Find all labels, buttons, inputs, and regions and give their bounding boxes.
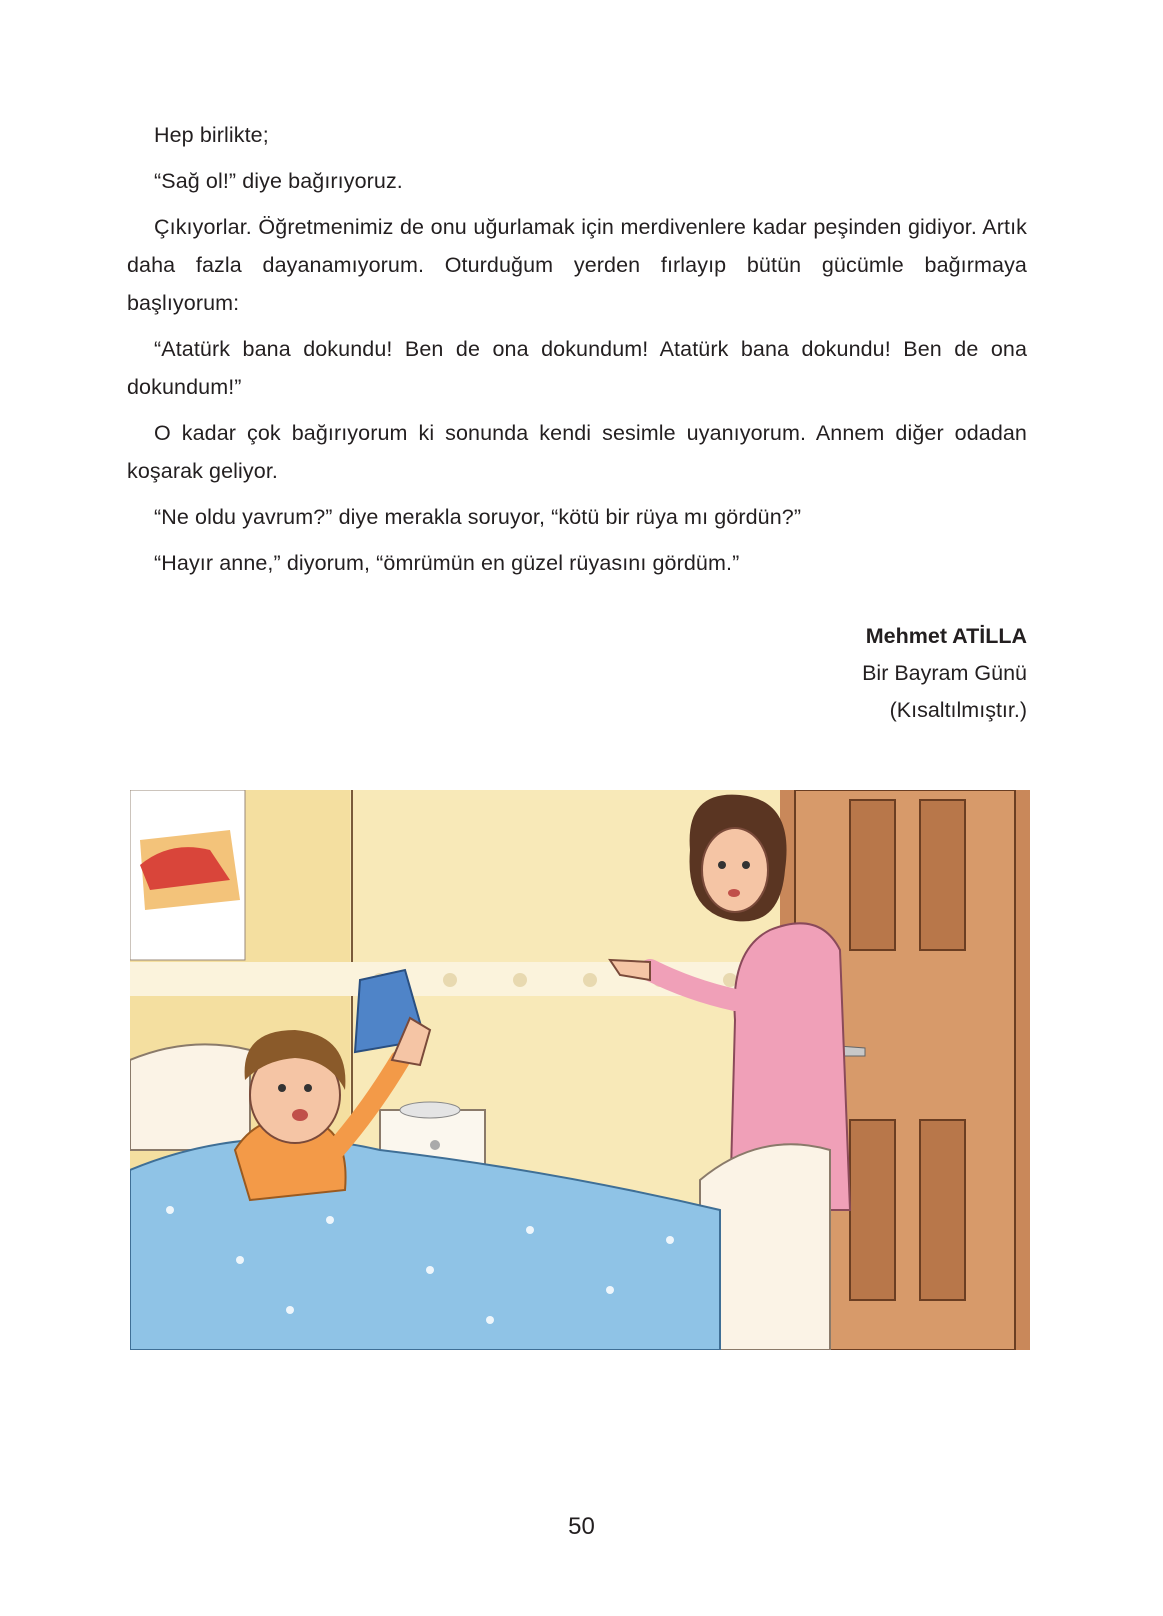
paragraph: “Sağ ol!” diye bağırıyoruz. — [154, 169, 403, 193]
paragraph: Çıkıyorlar. Öğretmenimiz de onu uğurlamak için merdivenlere kadar peşinden gidiyor. Artık daha fazla dayanamıyorum. Oturduğum yerden fırlayıp bütün gücümle bağırmaya başlıyorum: — [127, 215, 1027, 315]
paragraph: Hep birlikte; — [154, 123, 269, 147]
story-text — [127, 116, 1027, 590]
paragraph: “Hayır anne,” diyorum, “ömrümün en güzel rüyasını gördüm.” — [154, 551, 740, 575]
paragraph: “Ne oldu yavrum?” diye merakla soruyor, “kötü bir rüya mı gördün?” — [154, 505, 802, 529]
page-number: 50 — [568, 1513, 595, 1540]
story-illustration — [130, 790, 1030, 1350]
attribution — [862, 618, 1027, 729]
author-name: Mehmet ATİLLA — [865, 624, 1027, 648]
paragraph: O kadar çok bağırıyorum ki sonunda kendi sesimle uyanıyorum. Annem diğer odadan koşarak geliyor. — [127, 421, 1027, 483]
paragraph: “Atatürk bana dokundu! Ben de ona dokundum! Atatürk bana dokundu! Ben de ona dokundum!” — [127, 337, 1027, 399]
bedroom-scene-illustration — [130, 790, 1030, 1350]
abridged-note: (Kısaltılmıştır.) — [889, 698, 1027, 722]
source-title: Bir Bayram Günü — [862, 661, 1027, 685]
